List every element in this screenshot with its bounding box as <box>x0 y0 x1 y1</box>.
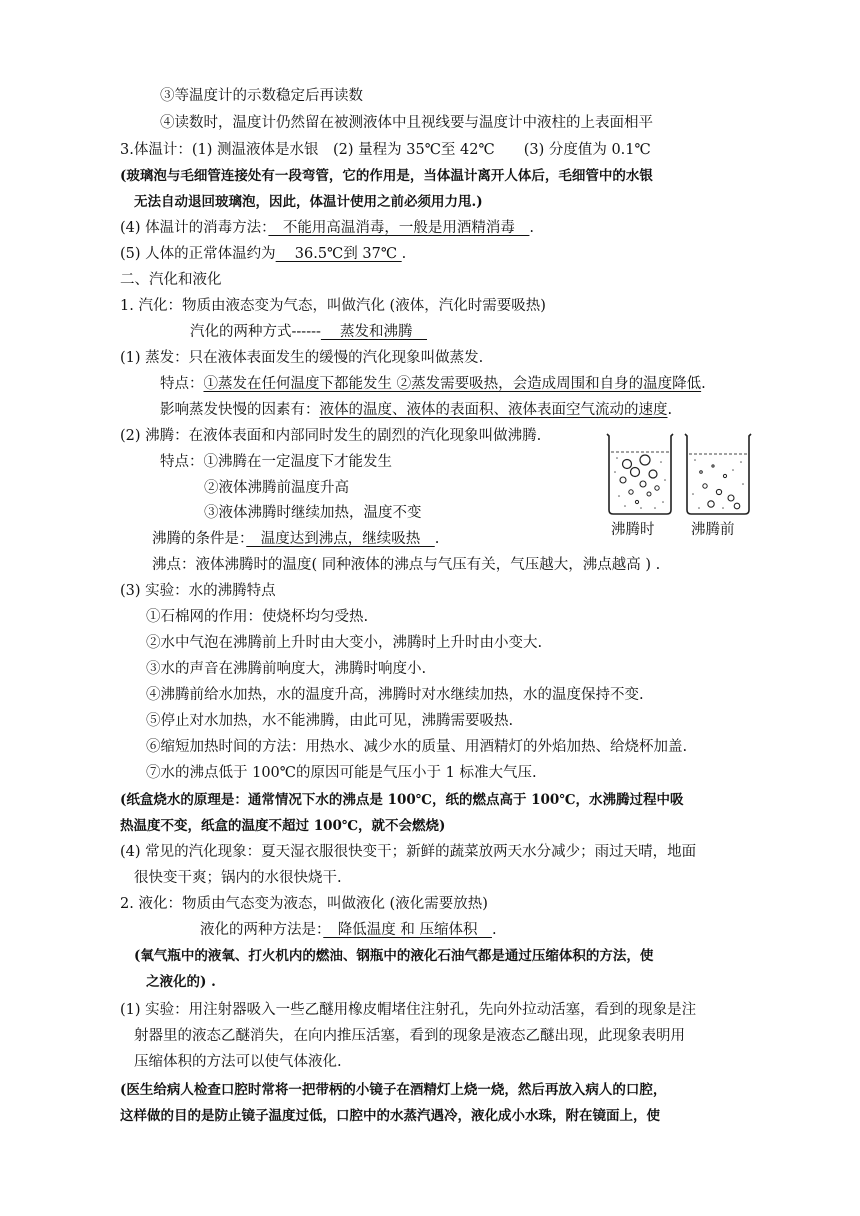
note-compression-1: (氧气瓶中的液氧、打火机内的燃油、钢瓶中的液化石油气都是通过压缩体积的方法，使 <box>134 948 654 964</box>
line-thermometer-step4: ④读数时，温度计仍然留在被测液体中且视线要与温度计中液柱的上表面相平 <box>160 115 653 131</box>
line-boiling-condition <box>152 529 439 549</box>
line-experiment-boiling: (3) 实验：水的沸腾特点 <box>120 583 276 599</box>
label-before-boiling: 沸腾前 <box>691 522 735 538</box>
body-temp-answer: 36.5℃到 37℃ <box>275 246 402 262</box>
line-boiling-def: (2) 沸腾：在液体表面和内部同时发生的剧烈的汽化现象叫做沸腾. <box>120 428 542 444</box>
line-thermometer-step3: ③等温度计的示数稳定后再读数 <box>160 88 363 104</box>
body-temp-end: . <box>401 246 407 262</box>
disinfection-end: . <box>529 220 535 236</box>
line-common-vaporization-1: (4) 常见的汽化现象：夏天湿衣服很快变干；新鲜的蔬菜放两天水分减少；雨过天晴，地面 <box>120 844 697 860</box>
line-evaporation-features <box>160 374 706 394</box>
line-body-temperature <box>120 244 406 264</box>
factors-label: 影响蒸发快慢的因素有： <box>160 402 320 418</box>
ways-label: 汽化的两种方式------ <box>190 324 321 340</box>
line-liquefaction-def: 2. 液化：物质由气态变为液态，叫做液化 (液化需要放热) <box>120 896 488 912</box>
line-common-vaporization-2: 很快变干爽；锅内的水很快烧干. <box>134 870 342 886</box>
line-exp-7: ⑦水的沸点低于 100℃的原因可能是气压小于 1 标准大气压. <box>146 765 537 781</box>
condition-label: 沸腾的条件是： <box>152 531 247 547</box>
ways-answer: 蒸发和沸腾 <box>320 324 428 340</box>
note-bent-tube-1: (玻璃泡与毛细管连接处有一段弯管，它的作用是，当体温计离开人体后，毛细管中的水银 <box>120 168 653 184</box>
line-boiling-feature-1: 特点：①沸腾在一定温度下才能发生 <box>160 454 392 470</box>
beaker-before-boiling <box>685 434 751 514</box>
methods-end: . <box>491 922 497 938</box>
note-mirror-1: (医生给病人检查口腔时常将一把带柄的小镜子在酒精灯上烧一烧，然后再放入病人的口腔， <box>120 1082 667 1098</box>
factors-end: . <box>667 402 673 418</box>
note-bent-tube-2: 无法自动退回玻璃泡，因此，体温计使用之前必须用力甩.) <box>134 194 483 210</box>
line-clinical-thermometer: 3.体温计：(1) 测温液体是水银 (2) 量程为 35℃至 42℃ (3) 分度值为 0.1℃ <box>120 142 651 158</box>
line-exp-6: ⑥缩短加热时间的方法：用热水、减少水的质量、用酒精灯的外焰加热、给烧杯加盖. <box>146 739 688 755</box>
line-boiling-feature-2: ②液体沸腾前温度升高 <box>204 480 349 496</box>
features-answer: ①蒸发在任何温度下都能发生 ②蒸发需要吸热，会造成周围和自身的温度降低 <box>203 376 702 392</box>
section-heading-vaporization: 二、汽化和液化 <box>120 272 222 288</box>
beaker-boiling <box>607 434 673 514</box>
line-exp-2: ②水中气泡在沸腾前上升时由大变小，沸腾时上升时由小变大. <box>146 635 543 651</box>
features-end: . <box>701 376 706 392</box>
line-vaporization-ways <box>190 322 427 342</box>
note-compression-2: 之液化的) . <box>146 974 216 990</box>
line-exp-3: ③水的声音在沸腾前响度大，沸腾时响度小. <box>146 661 427 677</box>
disinfection-answer: 不能用高温消毒，一般是用酒精消毒 <box>268 220 530 236</box>
features-label: 特点： <box>160 376 204 392</box>
line-evaporation-def: (1) 蒸发：只在液体表面发生的缓慢的汽化现象叫做蒸发. <box>120 350 484 366</box>
condition-answer: 温度达到沸点，继续吸热 <box>246 531 435 547</box>
disinfection-label: (4) 体温计的消毒方法： <box>120 220 269 236</box>
label-boiling: 沸腾时 <box>611 522 655 538</box>
methods-answer: 降低温度 和 压缩体积 <box>323 922 492 938</box>
body-temp-label: (5) 人体的正常体温约为 <box>120 246 276 262</box>
boiling-beakers-figure <box>605 432 755 542</box>
methods-label: 液化的两种方法是： <box>200 922 324 938</box>
note-paper-box-2: 热温度不变，纸盒的温度不超过 100℃，就不会燃烧) <box>120 818 446 834</box>
line-disinfection <box>120 218 534 238</box>
line-exp-1: ①石棉网的作用：使烧杯均匀受热. <box>146 609 369 625</box>
line-boiling-feature-3: ③液体沸腾时继续加热，温度不变 <box>204 505 422 521</box>
line-exp-4: ④沸腾前给水加热，水的温度升高，沸腾时对水继续加热，水的温度保持不变. <box>146 687 644 703</box>
note-paper-box-1: (纸盒烧水的原理是：通常情况下水的沸点是 100℃，纸的燃点高于 100℃，水沸腾过程中吸 <box>120 792 684 808</box>
line-syringe-exp-2: 射器里的液态乙醚消失，在向内推压活塞，看到的现象是液态乙醚出现，此现象表明用 <box>134 1028 685 1044</box>
note-mirror-2: 这样做的目的是防止镜子温度过低，口腔中的水蒸汽遇冷，液化成小水珠，附在镜面上，使 <box>120 1108 660 1124</box>
line-vaporization-def: 1. 汽化：物质由液态变为气态，叫做汽化 (液体，汽化时需要吸热) <box>120 298 546 314</box>
line-evaporation-factors <box>160 400 672 420</box>
line-exp-5: ⑤停止对水加热，水不能沸腾，由此可见，沸腾需要吸热. <box>146 713 514 729</box>
factors-answer: 液体的温度、液体的表面积、液体表面空气流动的速度 <box>319 402 668 418</box>
line-syringe-exp-1: (1) 实验：用注射器吸入一些乙醚用橡皮帽堵住注射孔，先向外拉动活塞，看到的现象是注 <box>120 1002 697 1018</box>
line-liquefaction-methods <box>200 920 497 940</box>
line-syringe-exp-3: 压缩体积的方法可以使气体液化. <box>134 1054 342 1070</box>
condition-end: . <box>434 531 440 547</box>
line-boiling-point: 沸点：液体沸腾时的温度( 同种液体的沸点与气压有关，气压越大，沸点越高 ) . <box>152 557 661 573</box>
